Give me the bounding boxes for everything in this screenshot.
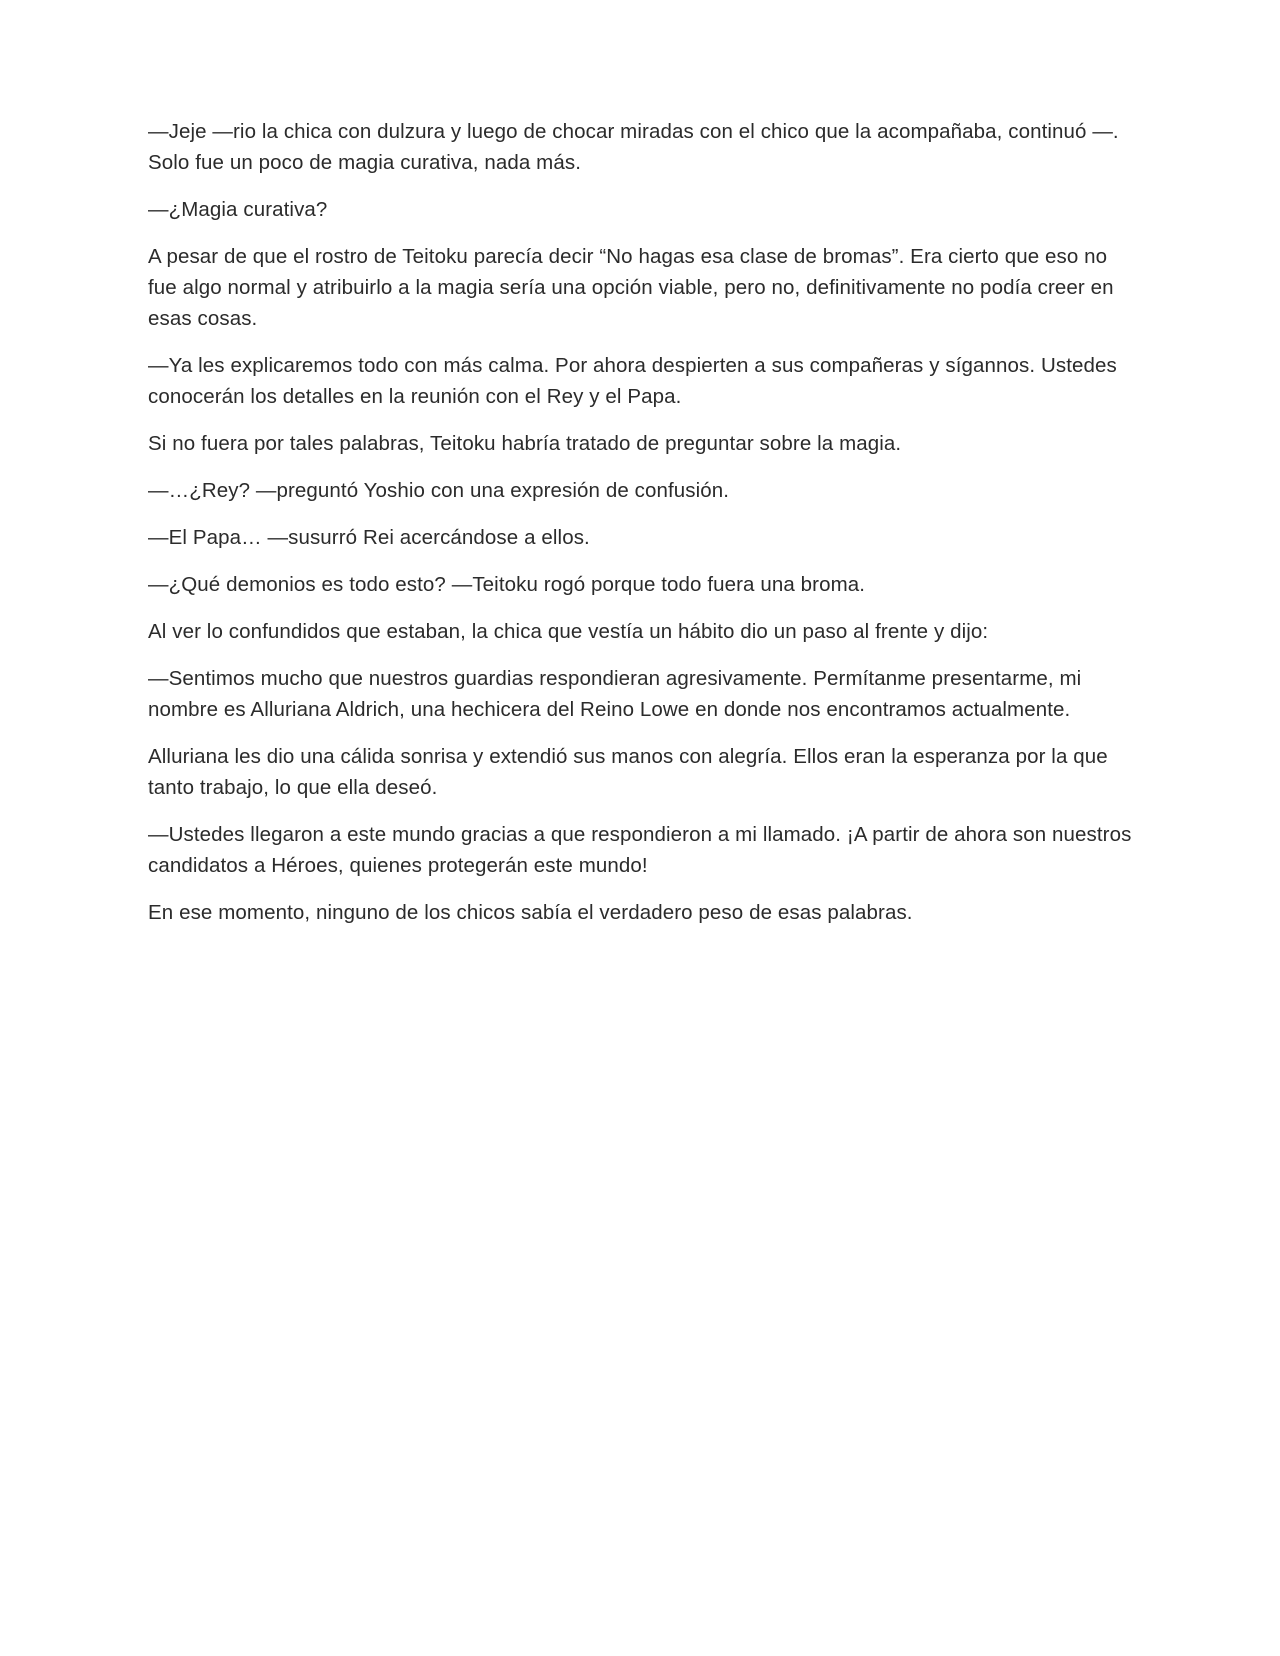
paragraph: —Ustedes llegaron a este mundo gracias a que respondieron a mi llamado. ¡A partir de ahora son nuestros candidatos a Héroes, quienes protegerán este mundo!	[148, 823, 1132, 877]
paragraph: Al ver lo confundidos que estaban, la chica que vestía un hábito dio un paso al frente y dijo:	[148, 620, 989, 643]
paragraph: —Sentimos mucho que nuestros guardias respondieran agresivamente. Permítanme presentarme, mi nombre es Alluriana Aldrich, una hechicera del Reino Lowe en donde nos encontramos actualmente.	[148, 667, 1082, 721]
paragraph: —Jeje —rio la chica con dulzura y luego de chocar miradas con el chico que la acompañaba, continuó —. Solo fue un poco de magia curativa, nada más.	[148, 120, 1119, 174]
paragraph: —El Papa… —susurró Rei acercándose a ellos.	[148, 526, 590, 549]
paragraph: —Ya les explicaremos todo con más calma. Por ahora despierten a sus compañeras y sígannos. Ustedes conocerán los detalles en la reunión con el Rey y el Papa.	[148, 354, 1117, 408]
paragraph: Si no fuera por tales palabras, Teitoku habría tratado de preguntar sobre la magia.	[148, 432, 902, 455]
paragraph: Alluriana les dio una cálida sonrisa y extendió sus manos con alegría. Ellos eran la esperanza por la que tanto trabajo, lo que ella deseó.	[148, 745, 1108, 799]
paragraph: —…¿Rey? —preguntó Yoshio con una expresión de confusión.	[148, 479, 730, 502]
document-body	[148, 116, 1138, 944]
paragraph: A pesar de que el rostro de Teitoku parecía decir “No hagas esa clase de bromas”. Era cierto que eso no fue algo normal y atribuirlo a la magia sería una opción viable, pero no, definitivamente no podía creer en esas cosas.	[148, 245, 1114, 330]
paragraph: —¿Magia curativa?	[148, 198, 328, 221]
paragraph: En ese momento, ninguno de los chicos sabía el verdadero peso de esas palabras.	[148, 901, 913, 924]
paragraph: —¿Qué demonios es todo esto? —Teitoku rogó porque todo fuera una broma.	[148, 573, 866, 596]
